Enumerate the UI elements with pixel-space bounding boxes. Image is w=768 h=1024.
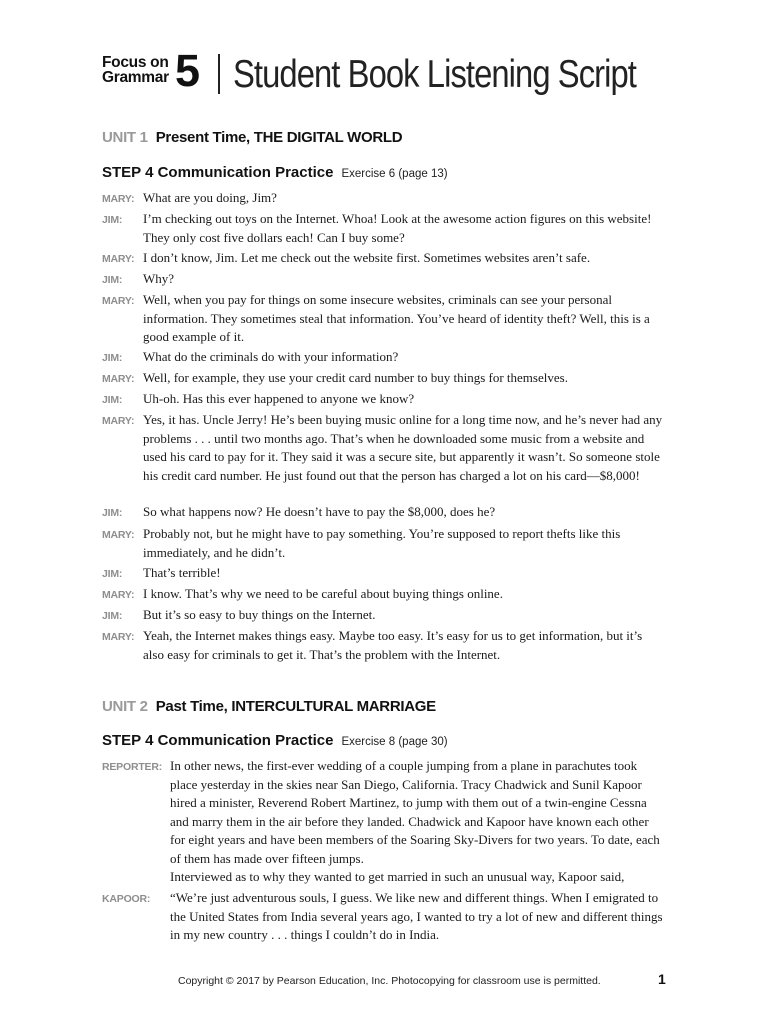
- dialogue-line: [102, 627, 666, 664]
- brand-line-1: Focus on: [102, 54, 169, 71]
- brand-line-2: Grammar: [102, 69, 169, 86]
- brand-logo: [102, 55, 169, 85]
- dialogue-text: Yeah, the Internet makes things easy. Maybe too easy. It’s easy for us to get information, but it’s also easy for criminals to get it. That’s the problem with the Internet.: [143, 628, 643, 662]
- speaker-label: JIM:: [102, 568, 123, 580]
- dialogue-text: I don’t know, Jim. Let me check out the website first. Sometimes websites aren’t safe.: [143, 250, 591, 265]
- brand-number: 5: [175, 45, 201, 96]
- dialogue-text: What do the criminals do with your information?: [143, 349, 399, 364]
- speaker-label: JIM:: [102, 507, 123, 519]
- dialogue-line: [102, 525, 666, 562]
- page-header: [102, 45, 662, 100]
- dialogue-text: Yes, it has. Uncle Jerry! He’s been buying music online for a long time now, and he’s never had any problems . . . until two months ago. That’s when he downloaded some music from a website and used his card to pay for it. They said it was a secure site, but apparently it wasn’t. So someone stole his credit card number. He just found out that the person has charged a lot on his card—$8,000!: [143, 412, 663, 483]
- page-number: 1: [658, 971, 666, 987]
- dialogue-line: [102, 889, 666, 945]
- speaker-label: MARY:: [102, 589, 135, 601]
- unit-2-step-heading: [102, 732, 448, 751]
- dialogue-text: Well, when you pay for things on some insecure websites, criminals can see your personal information. They sometimes steal that information. You’ve heard of identity theft? Well, this is a good example of it.: [143, 292, 650, 344]
- speaker-label: MARY:: [102, 373, 135, 385]
- speaker-label: JIM:: [102, 214, 123, 226]
- dialogue-line: [102, 249, 666, 269]
- speaker-label: MARY:: [102, 631, 135, 643]
- speaker-label: JIM:: [102, 352, 123, 364]
- speaker-label: JIM:: [102, 394, 123, 406]
- speaker-label: MARY:: [102, 415, 135, 427]
- exercise-reference: Exercise 8 (page 30): [341, 736, 448, 748]
- dialogue-line: [102, 585, 666, 605]
- step-label: STEP 4 Communication Practice: [102, 164, 334, 181]
- dialogue-text: Well, for example, they use your credit card number to buy things for themselves.: [143, 370, 568, 385]
- speaker-label: JIM:: [102, 610, 123, 622]
- dialogue-line: [102, 606, 666, 626]
- dialogue-line: [102, 369, 666, 389]
- dialogue-line: [102, 189, 666, 209]
- dialogue-text: That’s terrible!: [143, 565, 221, 580]
- unit-label: UNIT 2: [102, 698, 148, 715]
- dialogue-text: But it’s so easy to buy things on the Internet.: [143, 607, 376, 622]
- dialogue-text: Interviewed as to why they wanted to get married in such an unusual way, Kapoor said,: [170, 869, 625, 884]
- dialogue-text: Uh-oh. Has this ever happened to anyone we know?: [143, 391, 415, 406]
- dialogue-line: [102, 348, 666, 368]
- dialogue-line: [102, 411, 666, 485]
- copyright-notice: Copyright © 2017 by Pearson Education, Inc. Photocopying for classroom use is permitted.: [178, 975, 601, 987]
- unit-1-heading: [102, 129, 402, 147]
- speaker-label: MARY:: [102, 253, 135, 265]
- dialogue-text: What are you doing, Jim?: [143, 190, 277, 205]
- dialogue-text: In other news, the first-ever wedding of a couple jumping from a plane in parachutes took place yesterday in the skies near San Diego, California. Tracy Chadwick and Sunil Kapoor hired a minister, Reverend Robert Martinez, to jump with them out of a twin-engine Cessna and marry them in the air before they landed. Chadwick and Kapoor have known each other for eight years and have been members of the Soaring Sky-Divers for two years. To date, each of them has made over fifteen jumps.: [170, 758, 660, 866]
- dialogue-line: [102, 564, 666, 584]
- speaker-label: REPORTER:: [102, 761, 163, 773]
- dialogue-line: [102, 868, 666, 887]
- dialogue-line: [102, 757, 666, 868]
- speaker-label: [102, 868, 170, 887]
- page-title: Student Book Listening Script: [233, 53, 636, 96]
- dialogue-line: [102, 503, 666, 523]
- dialogue-line: [102, 390, 666, 410]
- unit-title: Present Time, THE DIGITAL WORLD: [155, 129, 403, 146]
- exercise-reference: Exercise 6 (page 13): [341, 168, 448, 180]
- dialogue-text: “We’re just adventurous souls, I guess. We like new and different things. When I emigrated to the United States from India several years ago, I wanted to try a lot of new and different things in my new country . . . things I couldn’t do in India.: [170, 890, 663, 942]
- dialogue-text: Why?: [143, 271, 175, 286]
- dialogue-line: [102, 210, 666, 247]
- unit-1-step-heading: [102, 164, 448, 183]
- unit-2-heading: [102, 698, 436, 716]
- unit-label: UNIT 1: [102, 129, 148, 146]
- dialogue-line: [102, 270, 666, 290]
- dialogue-text: I’m checking out toys on the Internet. Whoa! Look at the awesome action figures on this website! They only cost five dollars each! Can I buy some?: [143, 211, 652, 245]
- dialogue-text: Probably not, but he might have to pay something. You’re supposed to report thefts like this immediately, and he didn’t.: [143, 526, 621, 560]
- dialogue-line: [102, 291, 666, 347]
- speaker-label: KAPOOR:: [102, 893, 151, 905]
- unit-title: Past Time, INTERCULTURAL MARRIAGE: [155, 698, 436, 715]
- speaker-label: MARY:: [102, 529, 135, 541]
- header-divider: [218, 54, 220, 94]
- step-label: STEP 4 Communication Practice: [102, 732, 334, 749]
- dialogue-text: I know. That’s why we need to be careful about buying things online.: [143, 586, 503, 601]
- speaker-label: MARY:: [102, 295, 135, 307]
- speaker-label: MARY:: [102, 193, 135, 205]
- dialogue-text: So what happens now? He doesn’t have to pay the $8,000, does he?: [143, 504, 496, 519]
- speaker-label: JIM:: [102, 274, 123, 286]
